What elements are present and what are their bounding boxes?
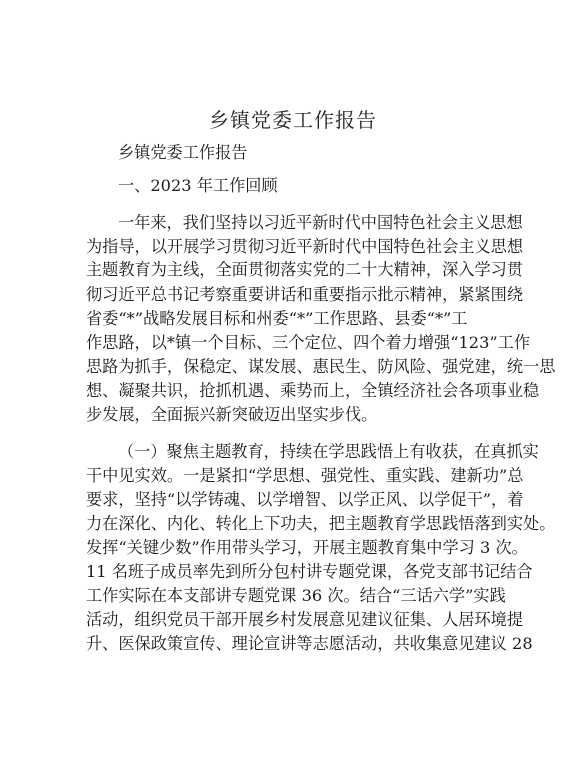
document-subtitle: 乡镇党委工作报告 xyxy=(118,143,248,162)
document-title: 乡镇党委工作报告 xyxy=(209,108,377,132)
paragraph2-line: 活动，组织党员干部开展乡村发展意见建议征集、人居环境提 xyxy=(86,610,524,629)
section-heading: 一、2023 年工作回顾 xyxy=(118,176,278,195)
paragraph2-line: 发挥“关键少数”作用带头学习，开展主题教育集中学习 3 次。 xyxy=(86,538,528,557)
paragraph2-line: 升、医保政策宣传、理论宣讲等志愿活动，共收集意见建议 28 xyxy=(86,634,533,653)
paragraph2-line: 11 名班子成员率先到所分包村讲专题党课，各党支部书记结合 xyxy=(86,562,533,581)
paragraph2-line: （一）聚焦主题教育，持续在学思践悟上有收获，在真抓实 xyxy=(118,442,539,461)
paragraph2-line: 力在深化、内化、转化上下功夫，把主题教育学思践悟落到实处。 xyxy=(86,514,556,533)
paragraph1-line: 步发展，全面振兴新突破迈出坚实步伐。 xyxy=(86,405,378,424)
paragraph2-line: 要求，坚持“以学铸魂、以学增智、以学正风、以学促干”，着 xyxy=(86,490,524,509)
paragraph1-line: 为指导，以开展学习贯彻习近平新时代中国特色社会主义思想 xyxy=(86,237,524,256)
paragraph2-line: 工作实际在本支部讲专题党课 36 次。结合“三话六学”实践 xyxy=(86,586,506,605)
paragraph1-line: 作思路，以*镇一个目标、三个定位、四个着力增强“123”工作 xyxy=(86,333,531,352)
paragraph1-line: 想、凝聚共识，抢抓机遇、乘势而上，全镇经济社会各项事业稳 xyxy=(86,381,540,400)
paragraph2-line: 干中见实效。一是紧扣“学思想、强党性、重实践、建新功”总 xyxy=(86,466,524,485)
paragraph1-line: 一年来，我们坚持以习近平新时代中国特色社会主义思想 xyxy=(118,213,523,232)
paragraph1-line: 彻习近平总书记考察重要讲话和重要指示批示精神，紧紧围绕 xyxy=(86,285,524,304)
paragraph1-line: 主题教育为主线，全面贯彻落实党的二十大精神，深入学习贯 xyxy=(86,260,524,279)
paragraph1-line: 省委“*”战略发展目标和州委“*”工作思路、县委“*”工 xyxy=(86,309,468,328)
paragraph1-line: 思路为抓手，保稳定、谋发展、惠民生、防风险、强党建，统一思 xyxy=(86,357,556,376)
